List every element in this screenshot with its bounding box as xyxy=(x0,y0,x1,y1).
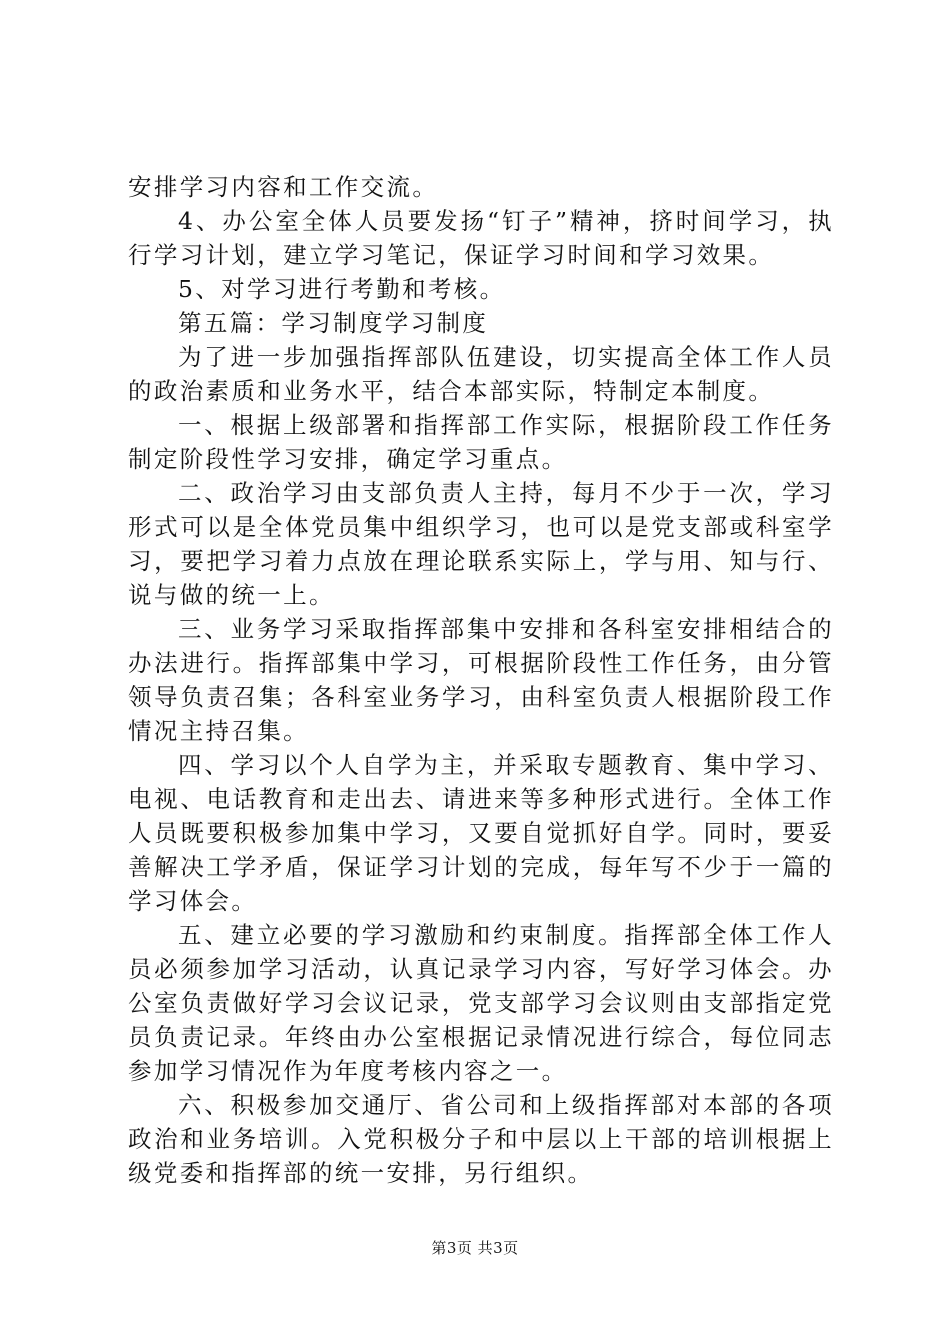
paragraph-clause-2: 二、政治学习由支部负责人主持，每月不少于一次，学习形式可以是全体党员集中组织学习，也可以是党支部或科室学习，要把学习着力点放在理论联系实际上，学与用、知与行、说与做的统一上。 xyxy=(128,479,834,609)
paragraph-clause-5: 五、建立必要的学习激励和约束制度。指挥部全体工作人员必须参加学习活动，认真记录学习内容，写好学习体会。办公室负责做好学习会议记录，党支部学习会议则由支部指定党员负责记录。年终由办公室根据记录情况进行综合，每位同志参加学习情况作为年度考核内容之一。 xyxy=(128,921,834,1085)
section-heading: 第五篇：学习制度学习制度 xyxy=(178,309,489,337)
paragraph-clause-3: 三、业务学习采取指挥部集中安排和各科室安排相结合的办法进行。指挥部集中学习，可根据阶段性工作任务，由分管领导负责召集；各科室业务学习，由科室负责人根据阶段工作情况主持召集。 xyxy=(128,615,834,745)
paragraph-continuation: 安排学习内容和工作交流。 xyxy=(128,173,439,201)
paragraph-intro: 为了进一步加强指挥部队伍建设，切实提高全体工作人员的政治素质和业务水平，结合本部实际，特制定本制度。 xyxy=(128,343,834,405)
page-footer: 第3页 共3页 xyxy=(431,1239,519,1257)
paragraph-item-5: 5、对学习进行考勤和考核。 xyxy=(178,275,506,303)
paragraph-clause-4: 四、学习以个人自学为主，并采取专题教育、集中学习、电视、电话教育和走出去、请进来等多种形式进行。全体工作人员既要积极参加集中学习，又要自觉抓好自学。同时，要妥善解决工学矛盾，保证学习计划的完成，每年写不少于一篇的学习体会。 xyxy=(128,751,834,915)
document-body xyxy=(128,170,834,1190)
paragraph-clause-1: 一、根据上级部署和指挥部工作实际，根据阶段工作任务制定阶段性学习安排，确定学习重点。 xyxy=(128,411,834,473)
paragraph-clause-6: 六、积极参加交通厅、省公司和上级指挥部对本部的各项政治和业务培训。入党积极分子和中层以上干部的培训根据上级党委和指挥部的统一安排，另行组织。 xyxy=(128,1091,834,1187)
paragraph-item-4: 4、办公室全体人员要发扬“钉子”精神，挤时间学习，执行学习计划，建立学习笔记，保证学习时间和学习效果。 xyxy=(128,207,834,269)
